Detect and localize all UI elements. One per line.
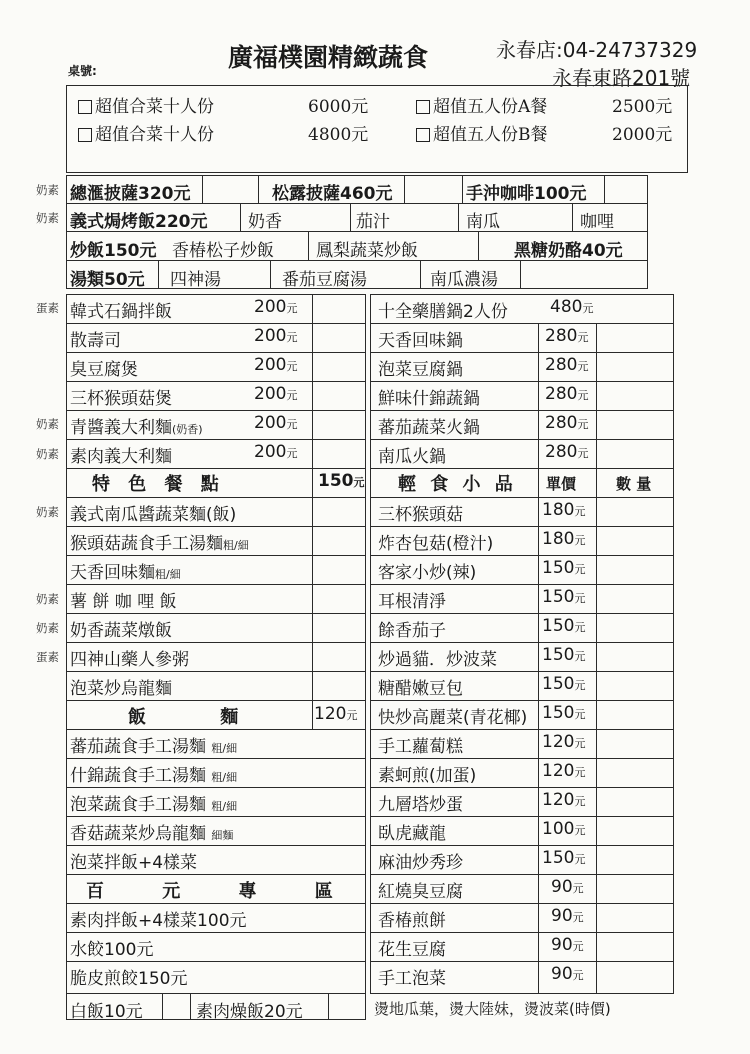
light-item-price: 100元: [542, 819, 586, 839]
special-section-title: 特 色 餐 點: [92, 474, 225, 495]
light-item-name: 花生豆腐: [378, 940, 446, 960]
menu-item-name: 散壽司: [70, 331, 121, 351]
hotpot-item-price: 280元: [545, 326, 589, 346]
light-item-price: 180元: [542, 500, 586, 520]
light-item-name: 臥虎藏龍: [378, 824, 446, 844]
light-item-price: 150元: [542, 703, 586, 723]
soup-option: 南瓜濃湯: [430, 270, 498, 290]
light-item-price: 90元: [551, 906, 584, 926]
menu-item-price: 200元: [254, 384, 298, 404]
light-item-name: 手工蘿蔔糕: [378, 737, 463, 757]
dairy-tag: 奶素: [36, 417, 59, 431]
light-item-price: 120元: [542, 761, 586, 781]
hotpot-item-name: 蕃茄蔬菜火鍋: [378, 418, 480, 438]
light-item-name: 手工泡菜: [378, 969, 446, 989]
light-item-name: 香椿煎餅: [378, 911, 446, 931]
set-price: 2000元: [612, 125, 673, 145]
menu-item-name: 臭豆腐煲: [70, 360, 138, 380]
pizza-truffle: 松露披薩460元: [272, 184, 393, 204]
set-price: 6000元: [308, 97, 369, 117]
dairy-tag: 奶素: [36, 183, 59, 197]
hotpot-item-name: 泡菜豆腐鍋: [378, 360, 463, 380]
light-item-name: 客家小炒(辣): [378, 563, 477, 583]
soup-option: 番茄豆腐湯: [282, 270, 367, 290]
light-item-name: 素蚵煎(加蛋): [378, 766, 477, 786]
noodle-item: 泡菜拌飯+4樣菜: [70, 853, 198, 873]
menu-item-price: 200元: [254, 442, 298, 462]
hotpot-item-name: 天香回味鍋: [378, 331, 463, 351]
light-item-price: 90元: [551, 935, 584, 955]
hotpot-item-name: 鮮味什錦蔬鍋: [378, 389, 480, 409]
menu-item-name: 三杯猴頭菇煲: [70, 389, 172, 409]
restaurant-title: 廣福樸園精緻蔬食: [228, 43, 429, 72]
checkbox-icon[interactable]: [416, 128, 430, 142]
noodles-section-price: 120元: [314, 704, 358, 724]
dairy-tag: 奶素: [36, 447, 59, 461]
fried-rice-option: 香椿松子炒飯: [172, 241, 274, 261]
hotpot-item-price: 280元: [545, 442, 589, 462]
white-rice: 白飯10元: [70, 1002, 143, 1022]
pizza-combo: 總滙披薩320元: [70, 184, 191, 204]
light-item-name: 餘香茄子: [378, 621, 446, 641]
special-item: 四神山藥人參粥: [70, 650, 189, 670]
fried-rice: 炒飯150元: [70, 241, 157, 261]
light-item-price: 150元: [542, 616, 586, 636]
set-price: 4800元: [308, 125, 369, 145]
light-item-name: 三杯猴頭菇: [378, 505, 463, 525]
light-item-name: 炸杏包菇(橙汁): [378, 534, 494, 554]
hotpot-item-price: 280元: [545, 355, 589, 375]
hotpot-item-price: 280元: [545, 413, 589, 433]
menu-item-name: 青醬義大利麵(奶香): [70, 418, 203, 438]
egg-tag: 蛋素: [36, 301, 59, 315]
soup-category: 湯類50元: [70, 270, 145, 290]
light-item-price: 90元: [551, 877, 584, 897]
light-item-name: 紅燒臭豆腐: [378, 882, 463, 902]
hotpot-item-price: 480元: [550, 297, 594, 317]
menu-item-price: 200元: [254, 297, 298, 317]
hotpot-item-name: 十全藥膳鍋2人份: [378, 302, 508, 322]
hundred-zone-title: 百 元 專 區: [86, 881, 359, 902]
checkbox-icon[interactable]: [78, 128, 92, 142]
special-item: 猴頭菇蔬食手工湯麵粗/細: [70, 534, 249, 554]
menu-item-name: 素肉義大利麵: [70, 447, 172, 467]
noodle-item: 泡菜蔬食手工湯麵 粗/細: [70, 795, 238, 815]
light-item-price: 120元: [542, 732, 586, 752]
menu-item-price: 200元: [254, 413, 298, 433]
light-item-price: 120元: [542, 790, 586, 810]
light-item-name: 快炒高麗菜(青花椰): [378, 708, 528, 728]
special-item: 薯 餅 咖 哩 飯: [70, 592, 177, 612]
light-item-name: 耳根清淨: [378, 592, 446, 612]
special-item: 義式南瓜醬蔬菜麵(飯): [70, 505, 237, 525]
dairy-tag: 奶素: [36, 505, 59, 519]
menu-item-price: 200元: [254, 326, 298, 346]
noodle-item: 什錦蔬食手工湯麵 粗/細: [70, 766, 238, 786]
set-price: 2500元: [612, 97, 673, 117]
hotpot-item-price: 280元: [545, 384, 589, 404]
pour-over-coffee: 手沖咖啡100元: [466, 184, 587, 204]
checkbox-icon[interactable]: [416, 100, 430, 114]
light-item-name: 麻油炒秀珍: [378, 853, 463, 873]
brown-sugar-pudding: 黑糖奶酪40元: [514, 241, 623, 261]
hundred-item: 脆皮煎餃150元: [70, 969, 188, 989]
menu-item-price: 200元: [254, 355, 298, 375]
baked-option: 茄汁: [356, 212, 390, 232]
branch-phone: 永春店:04-24737329: [496, 38, 698, 62]
light-item-price: 150元: [542, 848, 586, 868]
noodles-section-title: 飯 麵: [128, 707, 273, 728]
light-item-name: 九層塔炒蛋: [378, 795, 463, 815]
light-item-price: 90元: [551, 964, 584, 984]
hotpot-item-name: 南瓜火鍋: [378, 447, 446, 467]
set-item: 超值合菜十人份: [78, 120, 214, 145]
soup-option: 四神湯: [170, 270, 221, 290]
baked-option: 南瓜: [466, 212, 500, 232]
branch-address: 永春東路201號: [552, 66, 691, 90]
baked-option: 奶香: [248, 212, 282, 232]
checkbox-icon[interactable]: [78, 100, 92, 114]
fried-rice-option: 鳳梨蔬菜炒飯: [316, 241, 418, 261]
set-item: 超值五人份A餐: [416, 92, 547, 117]
special-item: 泡菜炒烏龍麵: [70, 679, 172, 699]
blanched-vegetables: 燙地瓜葉，燙大陸妹，燙波菜(時價): [374, 1000, 611, 1018]
light-item-name: 糖醋嫩豆包: [378, 679, 463, 699]
braised-rice: 素肉燥飯20元: [196, 1002, 303, 1022]
quantity-header: 數 量: [616, 475, 652, 493]
noodle-item: 蕃茄蔬食手工湯麵 粗/細: [70, 737, 238, 757]
light-item-price: 150元: [542, 645, 586, 665]
hundred-item: 水餃100元: [70, 940, 154, 960]
light-item-price: 150元: [542, 558, 586, 578]
light-item-price: 150元: [542, 674, 586, 694]
table-number-label: 桌號:: [68, 64, 97, 78]
egg-tag: 蛋素: [36, 650, 59, 664]
dairy-tag: 奶素: [36, 211, 59, 225]
baked-rice: 義式焗烤飯220元: [70, 212, 208, 232]
menu-item-name: 韓式石鍋拌飯: [70, 302, 172, 322]
baked-option: 咖哩: [580, 212, 614, 232]
special-item: 奶香蔬菜燉飯: [70, 621, 172, 641]
noodle-item: 香菇蔬菜炒烏龍麵 細麵: [70, 824, 234, 844]
special-section-price: 150元: [318, 471, 365, 491]
light-item-name: 炒過貓．炒波菜: [378, 650, 497, 670]
hundred-item: 素肉拌飯+4樣菜100元: [70, 911, 247, 931]
dairy-tag: 奶素: [36, 592, 59, 606]
light-item-price: 180元: [542, 529, 586, 549]
special-item: 天香回味麵粗/細: [70, 563, 181, 583]
set-item: 超值合菜十人份: [78, 92, 214, 117]
set-item: 超值五人份B餐: [416, 120, 548, 145]
unit-price-header: 單價: [546, 475, 577, 493]
dairy-tag: 奶素: [36, 621, 59, 635]
light-meals-title: 輕 食 小 品: [398, 474, 517, 495]
light-item-price: 150元: [542, 587, 586, 607]
